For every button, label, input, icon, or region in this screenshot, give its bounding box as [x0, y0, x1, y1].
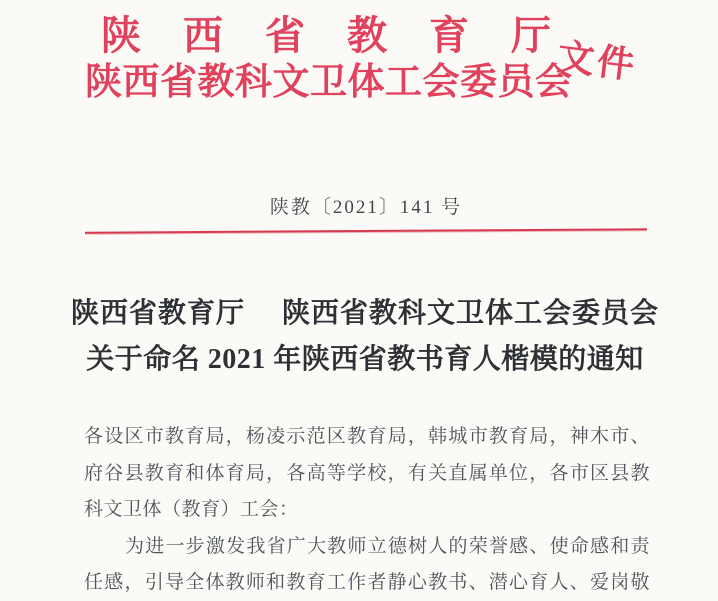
document-body — [84, 419, 650, 601]
document-title-line2: 关于命名 2021 年陕西省教书育人楷模的通知 — [86, 344, 644, 375]
body-line-paragraph2-2: 任感，引导全体教师和教育工作者静心教书、潜心育人、爱岗敬 — [84, 572, 650, 594]
document-type-label: 文件 — [554, 36, 640, 88]
body-line-recipients-2: 府谷县教育和体育局，各高等学校，有关直属单位，各市区县教 — [84, 462, 650, 484]
letterhead-org-line1: 陕西省教育厅 — [101, 13, 593, 58]
red-divider-line — [85, 228, 647, 233]
title-org1: 陕西省教育厅 — [70, 298, 245, 329]
document-title — [12, 291, 718, 383]
letterhead-org-line2: 陕西省教科文卫体工会委员会 — [85, 62, 573, 103]
document-title-line1 — [12, 291, 718, 337]
document-number: 陕教〔2021〕141 号 — [269, 197, 463, 218]
body-line-paragraph2-1: 为进一步激发我省广大教师立德树人的荣誉感、使命感和责 — [125, 535, 650, 557]
body-line-recipients-1: 各设区市教育局，杨凌示范区教育局，韩城市教育局，神木市、 — [84, 426, 650, 447]
body-line-recipients-3: 科文卫体（教育）工会： — [84, 499, 299, 521]
title-org2: 陕西省教科文卫体工会委员会 — [282, 298, 660, 329]
